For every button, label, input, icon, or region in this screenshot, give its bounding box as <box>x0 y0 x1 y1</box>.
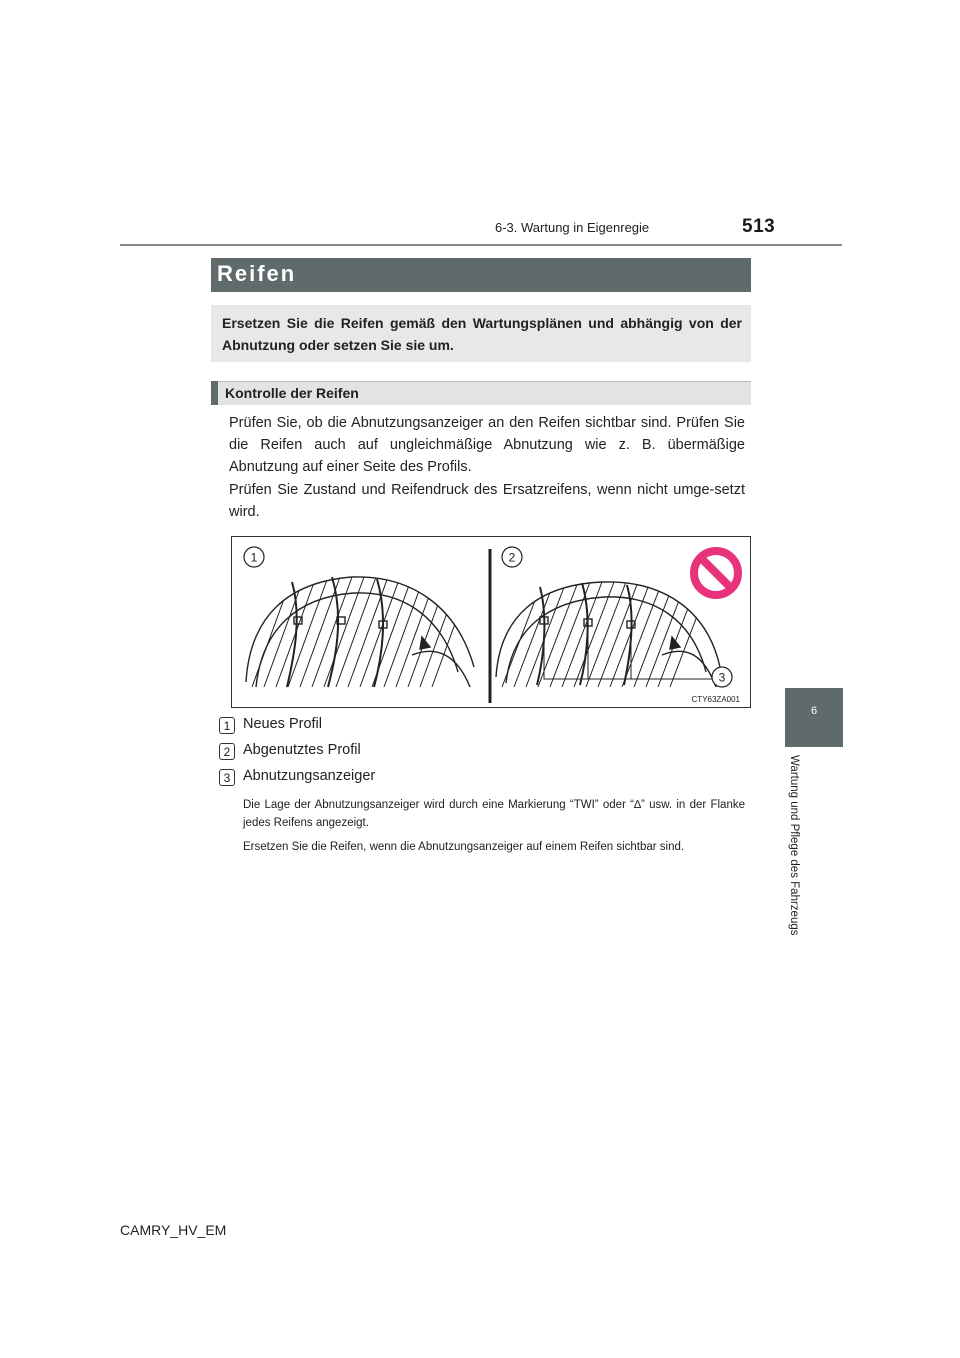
footer-model: CAMRY_HV_EM <box>120 1222 227 1238</box>
worn-tread-tire <box>496 582 720 687</box>
chapter-label <box>776 755 816 965</box>
legend-label-3: Abnutzungsanzeiger <box>243 768 376 784</box>
tire-illustration <box>232 537 750 707</box>
paragraph-1: Prüfen Sie, ob die Abnutzungsanzeiger an den Reifen sichtbar sind. Prüfen Sie die Reifen auch auf ungleichmäßige Abnutzung wie z. B. übermäßige Abnutzung auf einer Seite des Profils. <box>229 415 745 475</box>
subheading: Kontrolle der Reifen <box>225 385 359 401</box>
svg-text:2: 2 <box>508 550 516 565</box>
header-rule <box>120 244 842 246</box>
chapter-label-text: Wartung und Pflege des Fahrzeugs <box>788 755 800 936</box>
svg-text:3: 3 <box>718 670 726 685</box>
new-tread-tire <box>246 577 474 687</box>
intro-text: Ersetzen Sie die Reifen gemäß den Wartungsplänen und abhängig von der Abnutzung oder setzen Sie sie um. <box>222 315 742 353</box>
header-section: 6-3. Wartung in Eigenregie <box>495 220 650 235</box>
legend-number-1: 1 <box>219 717 235 734</box>
note-1: Die Lage der Abnutzungsanzeiger wird durch eine Markierung “TWI” oder “∆” usw. in der Flanke jedes Reifens angezeigt. <box>243 799 745 829</box>
note-2: Ersetzen Sie die Reifen, wenn die Abnutzungsanzeiger auf einem Reifen sichtbar sind. <box>243 841 685 853</box>
subheading-accent <box>211 381 218 405</box>
tire-figure <box>231 536 751 708</box>
svg-text:1: 1 <box>250 550 258 565</box>
figure-code: CTY63ZA001 <box>691 695 740 704</box>
legend-number-3: 3 <box>219 769 235 786</box>
callout-2 <box>502 547 522 567</box>
legend-label-2: Abgenutztes Profil <box>243 742 361 758</box>
callout-1 <box>244 547 264 567</box>
callout-3 <box>712 667 732 687</box>
chapter-tab <box>785 688 843 747</box>
legend-number-2: 2 <box>219 743 235 760</box>
paragraph-2: Prüfen Sie Zustand und Reifendruck des Ersatzreifens, wenn nicht umge-setzt wird. <box>229 482 745 520</box>
no-symbol-icon <box>694 551 738 595</box>
legend-label-1: Neues Profil <box>243 716 322 732</box>
chapter-number: 6 <box>810 705 818 717</box>
page-number: 513 <box>742 216 776 237</box>
page-title: Reifen <box>217 261 297 286</box>
